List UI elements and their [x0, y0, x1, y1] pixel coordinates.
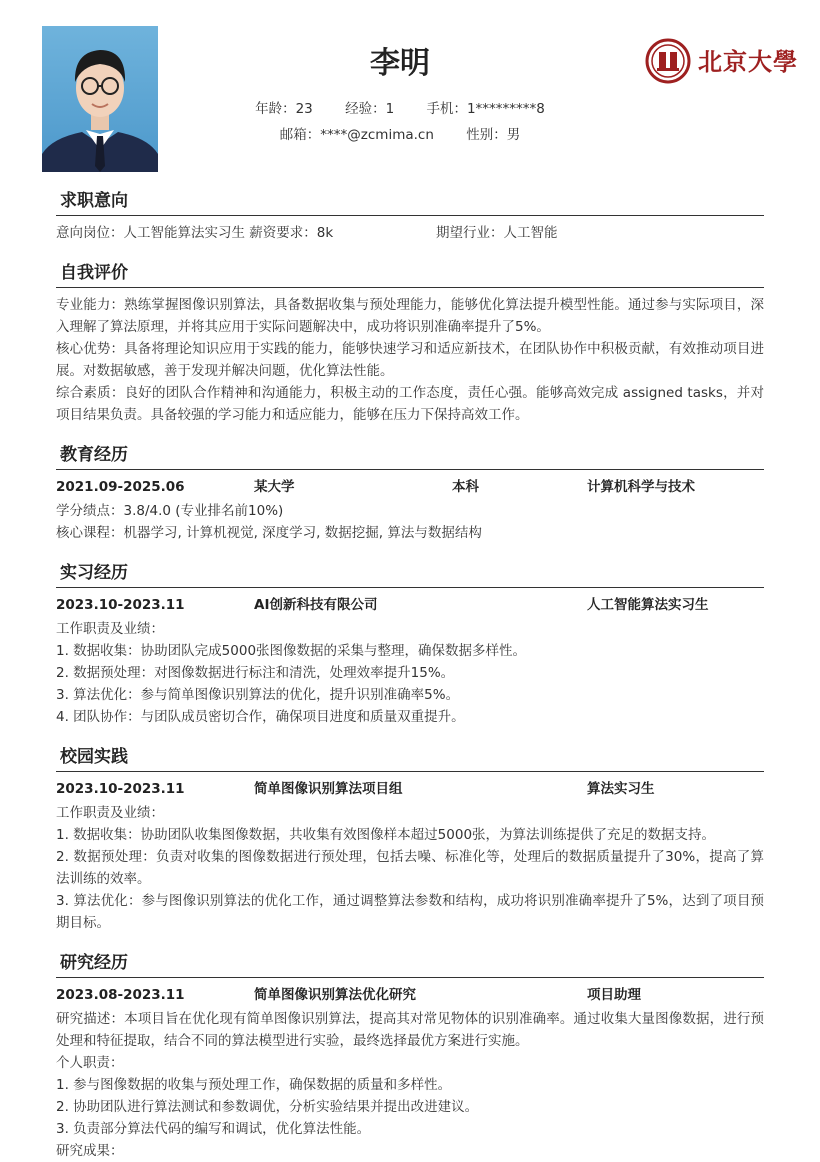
basic-info-row-2 [0, 123, 800, 143]
education-line: 学分绩点：3.8/4.0 (专业排名前10%) [56, 503, 284, 519]
experience-value: 1 [385, 101, 395, 117]
research-role: 项目助理 [587, 987, 641, 1003]
phone-field [426, 97, 544, 117]
campus-line: 2. 数据预处理：负责对收集的图像数据进行预处理，包括去噪、标准化等，处理后的数据质量提升了30%，提高了算法训练的效率。 [56, 849, 764, 887]
intent-position: 意向岗位：人工智能算法实习生 薪资要求：8k [56, 225, 334, 241]
self-eval-paragraph: 综合素质：良好的团队合作精神和沟通能力，积极主动的工作态度，责任心强。能够高效完成 assigned tasks，并对项目结果负责。具备较强的学习能力和适应能力，能够在压力下保持高效工作。 [56, 385, 764, 423]
self-eval-paragraph: 专业能力：熟练掌握图像识别算法，具备数据收集与预处理能力，能够优化算法提升模型性能。通过参与实际项目，深入理解了算法原理，并将其应用于实际问题解决中，成功将识别准确率提升了5%。 [56, 297, 764, 335]
section-title-self-eval: 自我评价 [56, 258, 764, 288]
university-logo [644, 38, 796, 84]
phone-value: 1*********8 [466, 101, 545, 117]
campus-org: 简单图像识别算法项目组 [254, 781, 403, 797]
campus-header-row [56, 778, 764, 800]
research-line: 1. 参与图像数据的收集与预处理工作，确保数据的质量和多样性。 [56, 1077, 452, 1093]
section-title-campus: 校园实践 [56, 742, 764, 772]
email-label: 邮箱： [279, 127, 321, 143]
university-seal-icon [644, 38, 692, 84]
campus-line: 工作职责及业绩： [56, 805, 164, 821]
section-title-internship: 实习经历 [56, 558, 764, 588]
internship-role: 人工智能算法实习生 [587, 597, 709, 613]
campus-role: 算法实习生 [587, 781, 655, 797]
candidate-name: 李明 [370, 46, 430, 81]
gender-field [466, 123, 520, 143]
education-school: 某大学 [254, 479, 295, 495]
education-line: 核心课程：机器学习, 计算机视觉, 深度学习, 数据挖掘, 算法与数据结构 [56, 525, 482, 541]
internship-company: AI创新科技有限公司 [254, 597, 378, 613]
research-project: 简单图像识别算法优化研究 [254, 987, 416, 1003]
email-value: ****@zcmima.cn [320, 127, 434, 143]
campus-line: 3. 算法优化：参与图像识别算法的优化工作，通过调整算法参数和结构，成功将识别准确率提升了5%，达到了项目预期目标。 [56, 893, 764, 931]
internship-line: 4. 团队协作：与团队成员密切合作，确保项目进度和质量双重提升。 [56, 709, 465, 725]
university-logo-text: 北京大學 [698, 47, 798, 76]
internship-line: 3. 算法优化：参与简单图像识别算法的优化，提升识别准确率5%。 [56, 687, 460, 703]
research-line: 2. 协助团队进行算法测试和参数调优，分析实验结果并提出改进建议。 [56, 1099, 479, 1115]
age-value: 23 [295, 101, 313, 117]
intent-industry: 期望行业：人工智能 [436, 225, 558, 241]
campus-line: 1. 数据收集：协助团队收集图像数据，共收集有效图像样本超过5000张，为算法训练提供了充足的数据支持。 [56, 827, 716, 843]
experience-field [345, 97, 394, 117]
campus-date: 2023.10-2023.11 [56, 781, 185, 797]
gender-value: 男 [506, 127, 521, 143]
intent-row [56, 222, 764, 244]
age-label: 年龄： [255, 101, 296, 117]
education-header-row [56, 476, 764, 498]
research-line: 研究描述：本项目旨在优化现有简单图像识别算法，提高其对常见物体的识别准确率。通过收集大量图像数据，进行预处理和特征提取，结合不同的算法模型进行实验，最终选择最优方案进行实施。 [56, 1011, 764, 1049]
experience-label: 经验： [345, 101, 386, 117]
research-date: 2023.08-2023.11 [56, 987, 185, 1003]
research-line: 3. 负责部分算法代码的编写和调试，优化算法性能。 [56, 1121, 371, 1137]
email-field [280, 123, 434, 143]
section-title-research: 研究经历 [56, 948, 764, 978]
education-degree: 本科 [452, 479, 479, 495]
internship-line: 工作职责及业绩： [56, 621, 164, 637]
education-major: 计算机科学与技术 [587, 479, 695, 495]
education-date: 2021.09-2025.06 [56, 479, 185, 495]
internship-header-row [56, 594, 764, 616]
gender-label: 性别： [466, 127, 507, 143]
research-header-row [56, 984, 764, 1006]
resume-content [56, 186, 764, 1162]
research-line: 研究成果： [56, 1143, 124, 1159]
internship-line: 1. 数据收集：协助团队完成5000张图像数据的采集与整理，确保数据多样性。 [56, 643, 527, 659]
section-title-intent: 求职意向 [56, 186, 764, 216]
internship-date: 2023.10-2023.11 [56, 597, 185, 613]
phone-label: 手机： [426, 101, 467, 117]
basic-info-row-1 [0, 97, 800, 117]
section-title-education: 教育经历 [56, 440, 764, 470]
internship-line: 2. 数据预处理：对图像数据进行标注和清洗，处理效率提升15%。 [56, 665, 455, 681]
self-eval-paragraph: 核心优势：具备将理论知识应用于实践的能力，能够快速学习和适应新技术，在团队协作中积极贡献，有效推动项目进展。对数据敏感，善于发现并解决问题，优化算法性能。 [56, 341, 764, 379]
age-field [255, 97, 313, 117]
research-line: 个人职责： [56, 1055, 124, 1071]
